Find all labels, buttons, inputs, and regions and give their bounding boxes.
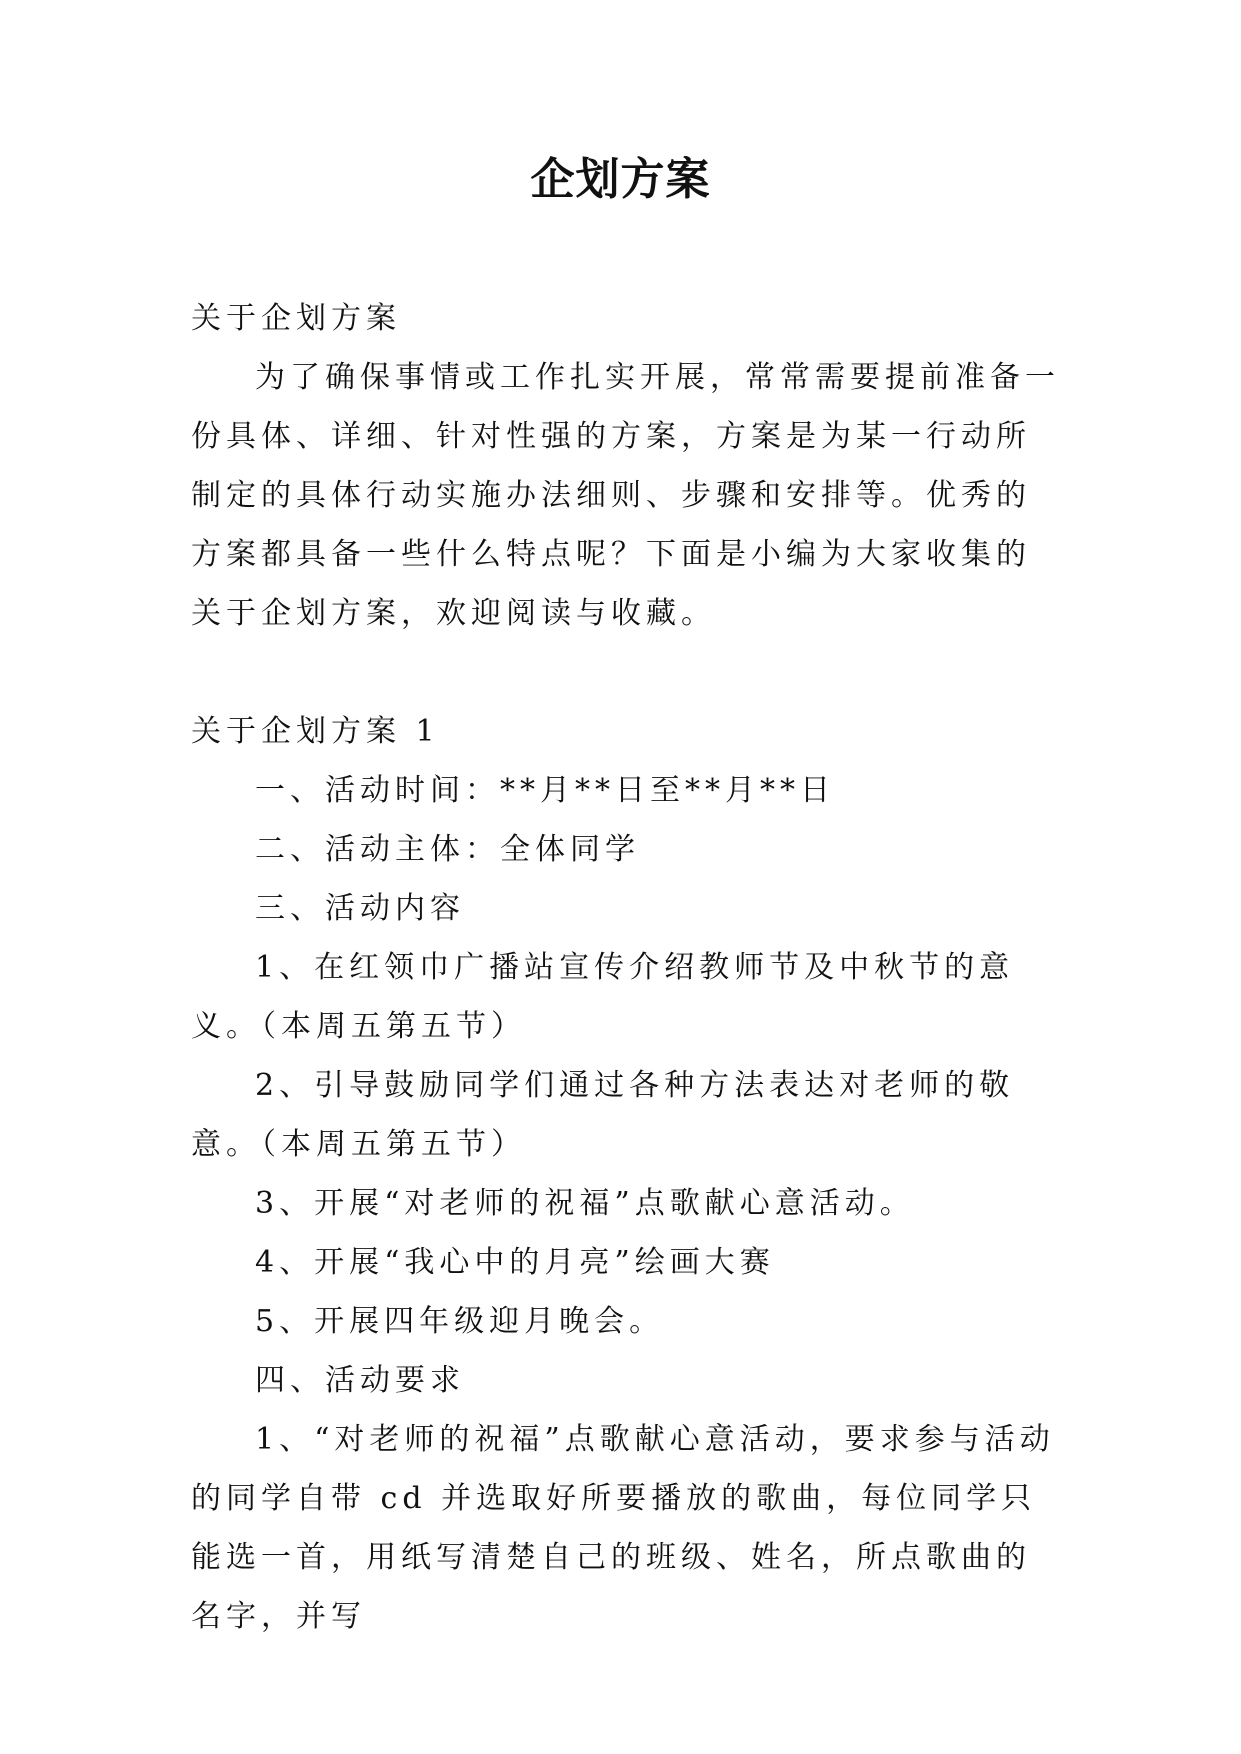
section-heading: 关于企划方案 1 <box>191 714 440 749</box>
content-item-4: 4、开展“我心中的月亮”绘画大赛 <box>255 1245 775 1280</box>
content-item-5: 5、开展四年级迎月晚会。 <box>255 1304 665 1339</box>
requirement-item-1: 1、“对老师的祝福”点歌献心意活动，要求参与活动的同学自带 cd 并选取好所要播放的歌曲，每位同学只能选一首，用纸写清楚自己的班级、姓名，所点歌曲的名字，并写 <box>191 1422 1055 1634</box>
section-spacer <box>191 643 1061 702</box>
content-item-3: 3、开展“对老师的祝福”点歌献心意活动。 <box>255 1186 915 1221</box>
activity-content-heading: 三、活动内容 <box>255 891 465 926</box>
intro-paragraph: 为了确保事情或工作扎实开展，常常需要提前准备一份具体、详细、针对性强的方案，方案是为某一行动所制定的具体行动实施办法细则、步骤和安排等。优秀的方案都具备一些什么特点呢？下面是小编为大家收集的关于企划方案，欢迎阅读与收藏。 <box>191 360 1060 631</box>
activity-subject: 二、活动主体：全体同学 <box>255 832 640 867</box>
activity-requirements-heading: 四、活动要求 <box>255 1363 465 1398</box>
content-item-1: 1、在红领巾广播站宣传介绍教师节及中秋节的意义。（本周五第五节） <box>191 950 1015 1044</box>
document-title: 企划方案 <box>530 154 711 205</box>
intro-heading: 关于企划方案 <box>191 301 401 336</box>
document-body <box>191 289 1061 1646</box>
content-item-2: 2、引导鼓励同学们通过各种方法表达对老师的敬意。（本周五第五节） <box>191 1068 1015 1162</box>
activity-time: 一、活动时间：**月**日至**月**日 <box>255 773 835 808</box>
